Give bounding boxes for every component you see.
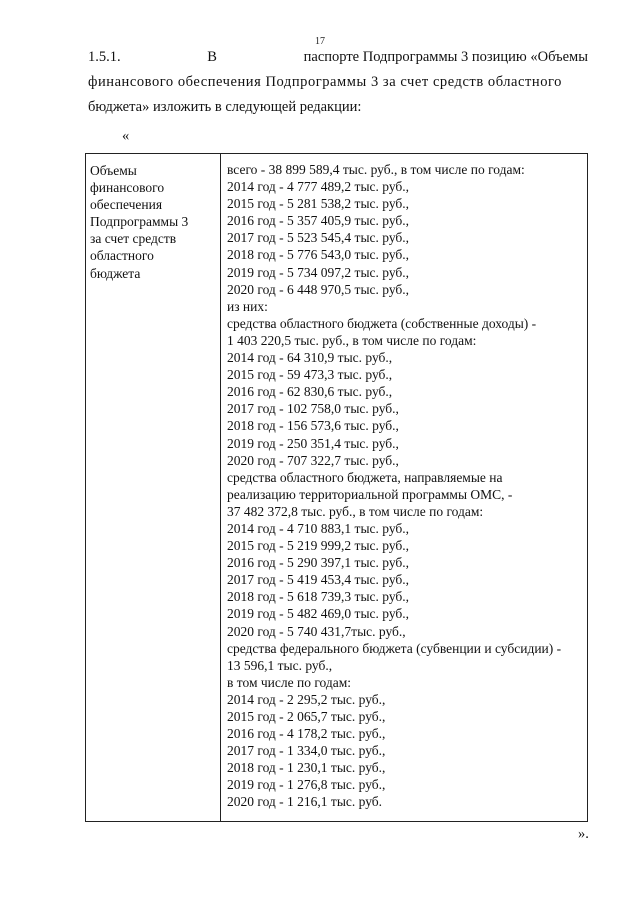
value-line: 2020 год - 707 322,7 тыс. руб., xyxy=(227,452,399,468)
value-line: реализацию территориальной программы ОМС, - xyxy=(227,486,513,502)
position-value xyxy=(221,154,587,811)
value-line: 2020 год - 1 216,1 тыс. руб. xyxy=(227,794,383,810)
value-line: 2017 год - 1 334,0 тыс. руб., xyxy=(227,743,386,759)
value-line: 2015 год - 5 281 538,2 тыс. руб., xyxy=(227,196,410,212)
position-value-cell xyxy=(221,154,588,822)
value-line: 2016 год - 5 357 405,9 тыс. руб., xyxy=(227,213,410,229)
label-line: Объемы xyxy=(90,163,137,178)
label-line: бюджета xyxy=(90,265,141,281)
value-line: 13 596,1 тыс. руб., xyxy=(227,657,333,673)
opening-quote: « xyxy=(122,128,130,144)
value-line: 2015 год - 5 219 999,2 тыс. руб., xyxy=(227,538,410,554)
value-line: 2017 год - 5 419 453,4 тыс. руб., xyxy=(227,572,410,588)
value-line: 2019 год - 5 482 469,0 тыс. руб., xyxy=(227,606,410,622)
paragraph-line-1 xyxy=(88,45,588,70)
value-line: средства областного бюджета (собственные доходы) - xyxy=(227,315,537,331)
value-line: средства федерального бюджета (субвенции и субсидии) - xyxy=(227,640,562,656)
label-line: Подпрограммы 3 xyxy=(90,214,189,230)
value-line: из них: xyxy=(227,298,268,314)
label-line: за счет средств xyxy=(90,231,177,247)
label-line: финансового xyxy=(90,180,165,196)
value-line: 2018 год - 1 230,1 тыс. руб., xyxy=(227,760,386,776)
value-line: в том числе по годам: xyxy=(227,674,352,690)
amendment-paragraph xyxy=(88,45,588,120)
value-line: всего - 38 899 589,4 тыс. руб., в том числе по годам: xyxy=(227,162,525,177)
value-line: 2019 год - 1 276,8 тыс. руб., xyxy=(227,777,386,793)
paragraph-word: В xyxy=(207,49,217,65)
value-line: 37 482 372,8 тыс. руб., в том числе по годам: xyxy=(227,503,484,519)
value-line: 2014 год - 2 295,2 тыс. руб., xyxy=(227,691,386,707)
value-line: 2016 год - 62 830,6 тыс. руб., xyxy=(227,384,393,400)
clause-number: 1.5.1. xyxy=(88,49,121,65)
value-line: 2019 год - 250 351,4 тыс. руб., xyxy=(227,435,399,451)
table-row xyxy=(86,154,588,822)
funding-table xyxy=(85,153,588,822)
value-line: 2014 год - 4 777 489,2 тыс. руб., xyxy=(227,179,410,195)
paragraph-text: паспорте Подпрограммы 3 позицию «Объемы xyxy=(303,49,588,65)
position-label xyxy=(86,154,220,282)
value-line: 2018 год - 5 618 739,3 тыс. руб., xyxy=(227,589,410,605)
page-number: 17 xyxy=(315,36,325,47)
value-line: 2014 год - 4 710 883,1 тыс. руб., xyxy=(227,520,410,536)
value-line: 2016 год - 5 290 397,1 тыс. руб., xyxy=(227,555,410,571)
value-line: 1 403 220,5 тыс. руб., в том числе по годам: xyxy=(227,332,477,348)
label-line: областного xyxy=(90,248,154,264)
closing-quote: ». xyxy=(578,826,589,842)
value-line: 2019 год - 5 734 097,2 тыс. руб., xyxy=(227,264,410,280)
value-line: 2015 год - 59 473,3 тыс. руб., xyxy=(227,367,393,383)
value-line: средства областного бюджета, направляемые на xyxy=(227,469,503,485)
value-line: 2017 год - 102 758,0 тыс. руб., xyxy=(227,401,399,417)
value-line: 2018 год - 5 776 543,0 тыс. руб., xyxy=(227,247,410,263)
value-line: 2016 год - 4 178,2 тыс. руб., xyxy=(227,726,386,742)
value-line: 2015 год - 2 065,7 тыс. руб., xyxy=(227,709,386,724)
paragraph-line-2: финансового обеспечения Подпрограммы 3 за счет средств областного xyxy=(88,74,562,90)
value-line: 2020 год - 5 740 431,7тыс. руб., xyxy=(227,623,406,639)
value-line: 2017 год - 5 523 545,4 тыс. руб., xyxy=(227,230,410,246)
paragraph-line-3: бюджета» изложить в следующей редакции: xyxy=(88,99,362,115)
position-label-cell xyxy=(86,154,221,822)
value-line: 2020 год - 6 448 970,5 тыс. руб., xyxy=(227,281,410,297)
label-line: обеспечения xyxy=(90,197,163,213)
value-line: 2018 год - 156 573,6 тыс. руб., xyxy=(227,418,399,434)
value-line: 2014 год - 64 310,9 тыс. руб., xyxy=(227,350,393,366)
